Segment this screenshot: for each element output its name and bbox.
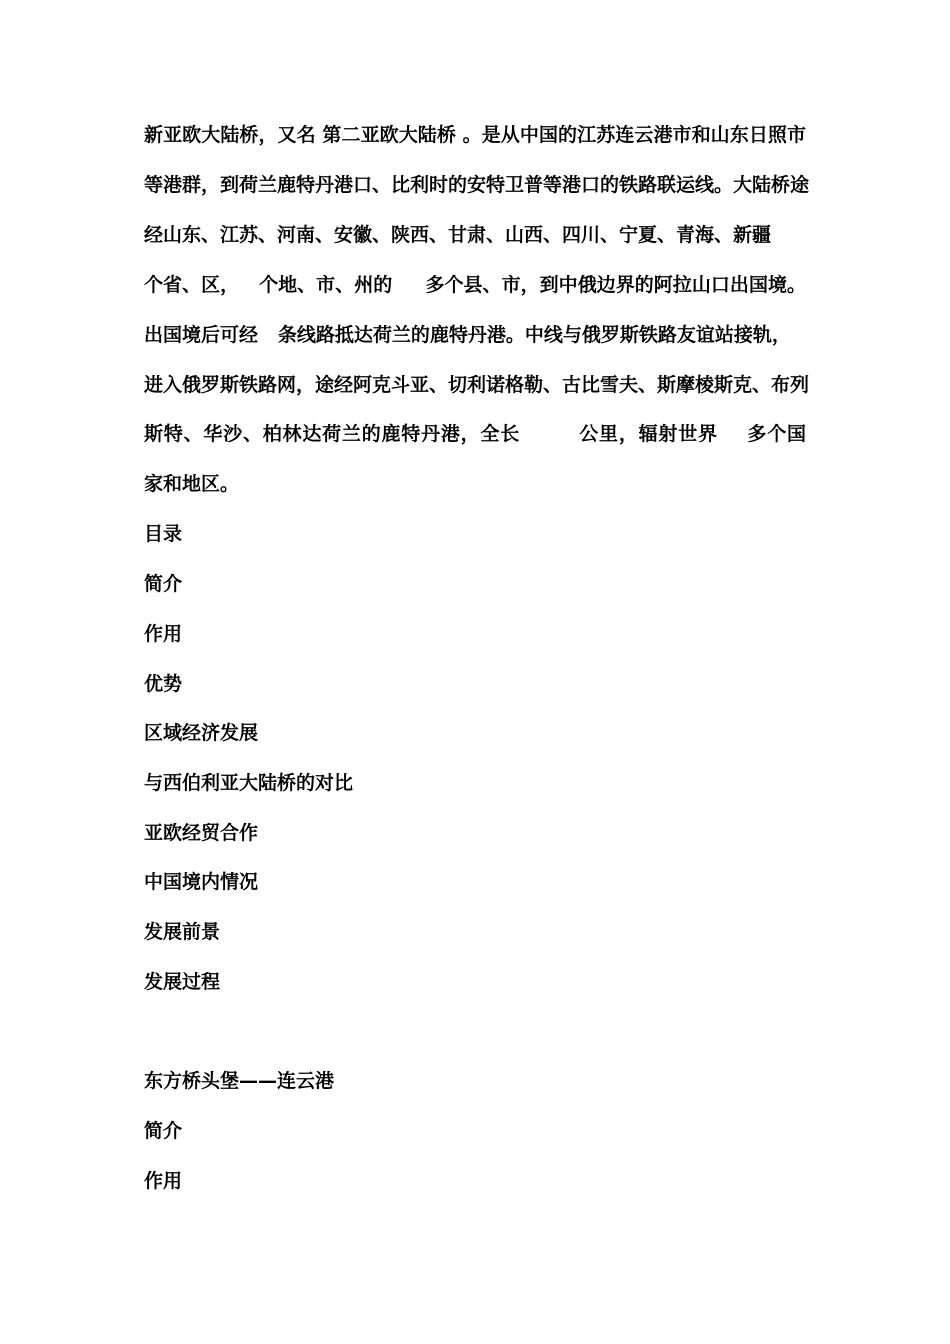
toc-item[interactable]: 简介 — [144, 573, 183, 595]
paragraph-line: 家和地区。 — [144, 473, 240, 495]
paragraph-line: 经山东、江苏、河南、安徽、陕西、甘肃、山西、四川、宁夏、青海、新疆 — [144, 224, 772, 246]
paragraph-line: 进入俄罗斯铁路网，途经阿克斗亚、切利诺格勒、古比雪夫、斯摩棱斯克、布列 — [144, 374, 810, 396]
toc-item[interactable]: 发展前景 — [144, 921, 221, 943]
section-item[interactable]: 简介 — [144, 1120, 183, 1142]
paragraph-line: 出国境后可经 条线路抵达荷兰的鹿特丹港。中线与俄罗斯铁路友谊站接轨， — [144, 324, 791, 346]
paragraph-line: 斯特、华沙、柏林达荷兰的鹿特丹港，全长 公里，辐射世界 多个国 — [144, 423, 806, 445]
toc-item[interactable]: 作用 — [144, 623, 183, 645]
paragraph-line: 等港群，到荷兰鹿特丹港口、比利时的安特卫普等港口的铁路联运线。大陆桥途 — [144, 174, 810, 196]
toc-item[interactable]: 中国境内情况 — [144, 871, 259, 893]
section-title: 东方桥头堡——连云港 — [144, 1070, 335, 1092]
toc-item[interactable]: 区域经济发展 — [144, 722, 259, 744]
toc-item[interactable]: 优势 — [144, 673, 183, 695]
paragraph-line: 新亚欧大陆桥，又名 第二亚欧大陆桥 。是从中国的江苏连云港市和山东日照市 — [144, 124, 806, 146]
section-item[interactable]: 作用 — [144, 1170, 183, 1192]
toc-item[interactable]: 发展过程 — [144, 971, 221, 993]
paragraph-line: 个省、区， 个地、市、州的 多个县、市，到中俄边界的阿拉山口出国境。 — [144, 274, 806, 296]
toc-item[interactable]: 亚欧经贸合作 — [144, 822, 259, 844]
toc-item[interactable]: 与西伯利亚大陆桥的对比 — [144, 772, 354, 794]
toc-heading: 目录 — [144, 523, 183, 545]
